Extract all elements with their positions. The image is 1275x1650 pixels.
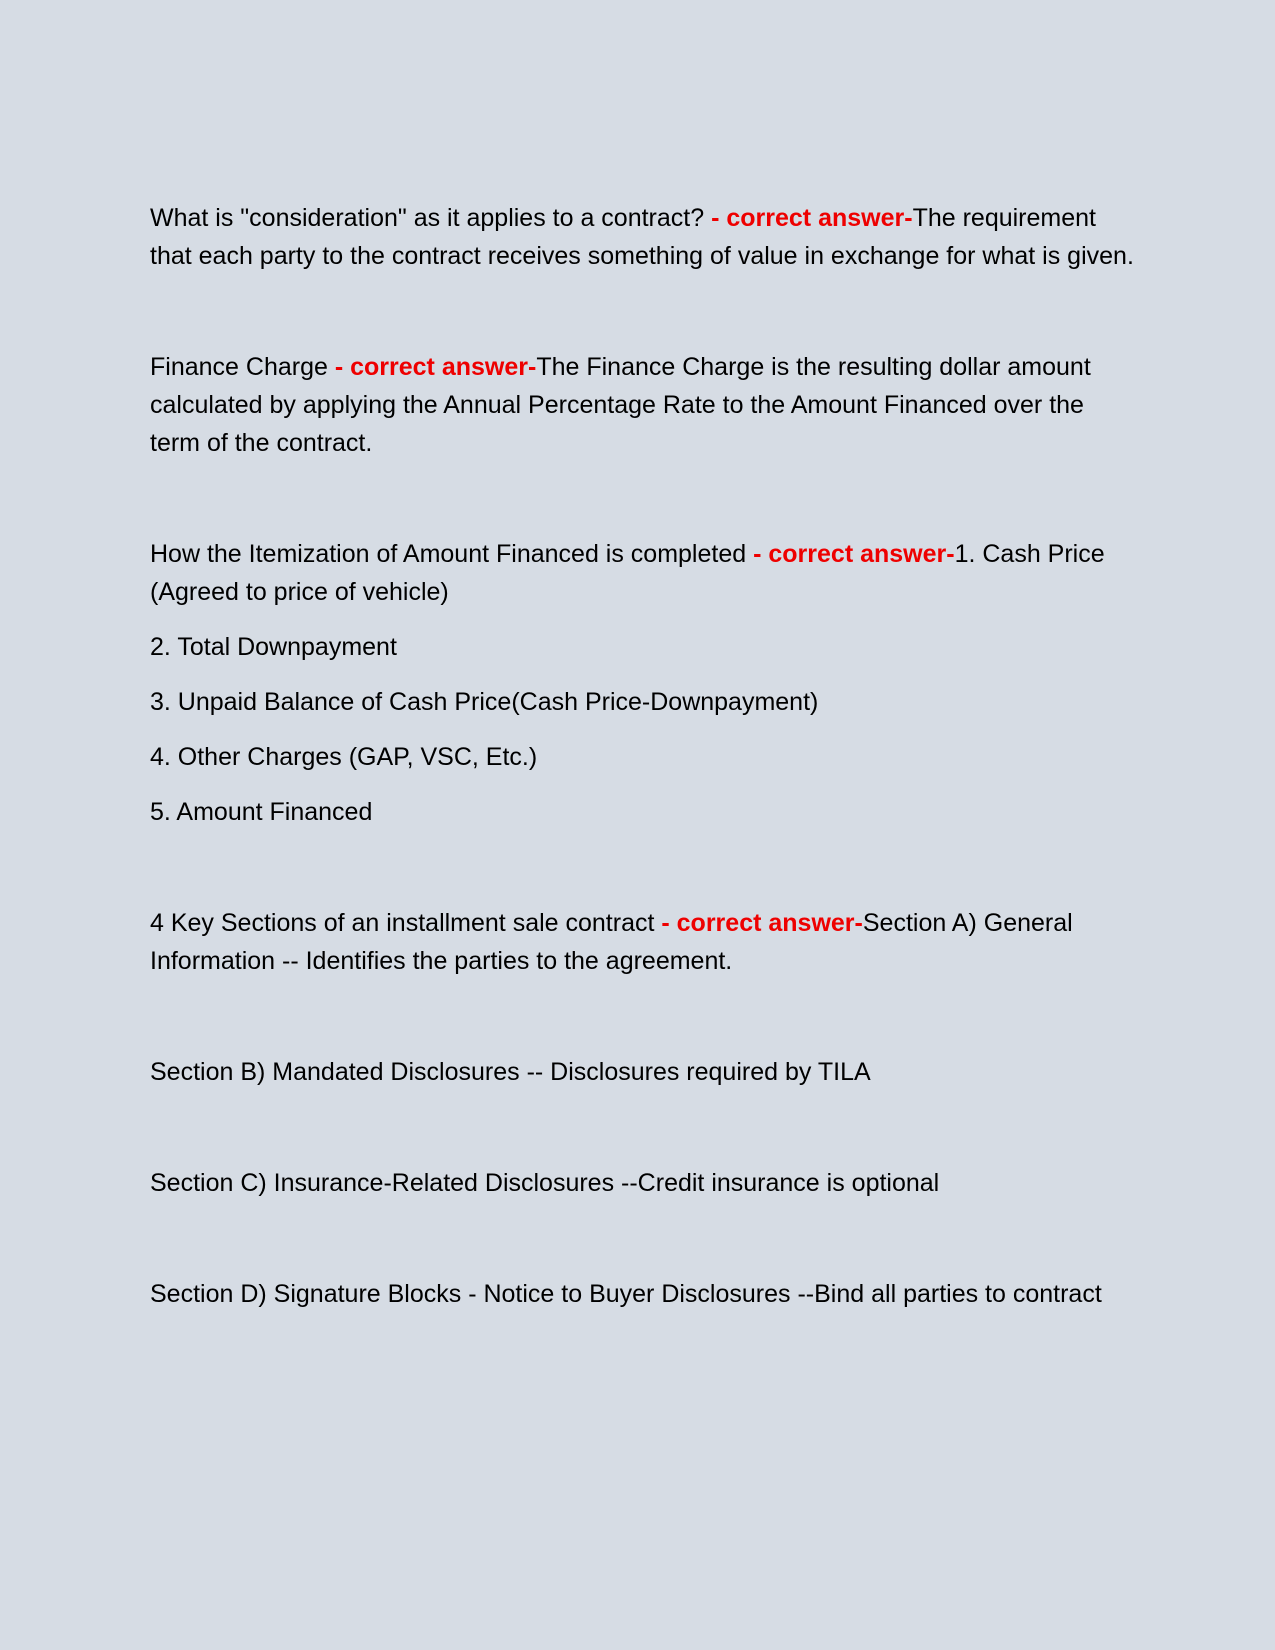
correct-answer-marker: - correct answer- <box>327 353 537 381</box>
qa-entry-itemization <box>150 535 1140 831</box>
qa-entry-finance-charge <box>150 348 1140 462</box>
itemization-step-2: 2. Total Downpayment <box>150 633 397 661</box>
question-text: 4 Key Sections of an installment sale contract <box>150 909 655 937</box>
answer-text: The requirement that each party to the contract receives something of value in exchange for what is given. <box>150 204 1134 270</box>
qa-text <box>150 348 1140 462</box>
correct-answer-marker: - correct answer- <box>746 540 955 568</box>
section-c-paragraph <box>150 1164 1140 1202</box>
paragraph-text: Section B) Mandated Disclosures -- Disclosures required by TILA <box>150 1058 871 1086</box>
answer-text: Section A) General Information -- Identifies the parties to the agreement. <box>150 909 1073 975</box>
section-b-paragraph <box>150 1053 1140 1091</box>
qa-text <box>150 904 1140 980</box>
paragraph-text: Section C) Insurance-Related Disclosures --Credit insurance is optional <box>150 1169 940 1197</box>
qa-entry-consideration <box>150 199 1140 275</box>
qa-text <box>150 535 1140 611</box>
itemization-step-3: 3. Unpaid Balance of Cash Price(Cash Price-Downpayment) <box>150 688 819 716</box>
document-body <box>150 199 1140 1313</box>
itemization-step-4: 4. Other Charges (GAP, VSC, Etc.) <box>150 743 538 771</box>
question-text: How the Itemization of Amount Financed is completed <box>150 540 747 568</box>
correct-answer-marker: - correct answer- <box>704 204 913 232</box>
answer-text: The Finance Charge is the resulting dollar amount calculated by applying the Annual Percentage Rate to the Amount Financed over the term of the contract. <box>150 353 1091 457</box>
qa-text <box>150 199 1140 275</box>
question-text: What is "consideration" as it applies to a contract? <box>150 204 705 232</box>
answer-text: 1. Cash Price (Agreed to price of vehicle) <box>150 540 1105 606</box>
itemization-step-5: 5. Amount Financed <box>150 798 373 826</box>
paragraph-text: Section D) Signature Blocks - Notice to Buyer Disclosures --Bind all parties to contract <box>150 1280 1102 1308</box>
qa-entry-key-sections <box>150 904 1140 980</box>
question-text: Finance Charge <box>150 353 328 381</box>
correct-answer-marker: - correct answer- <box>654 909 863 937</box>
section-d-paragraph <box>150 1275 1140 1313</box>
